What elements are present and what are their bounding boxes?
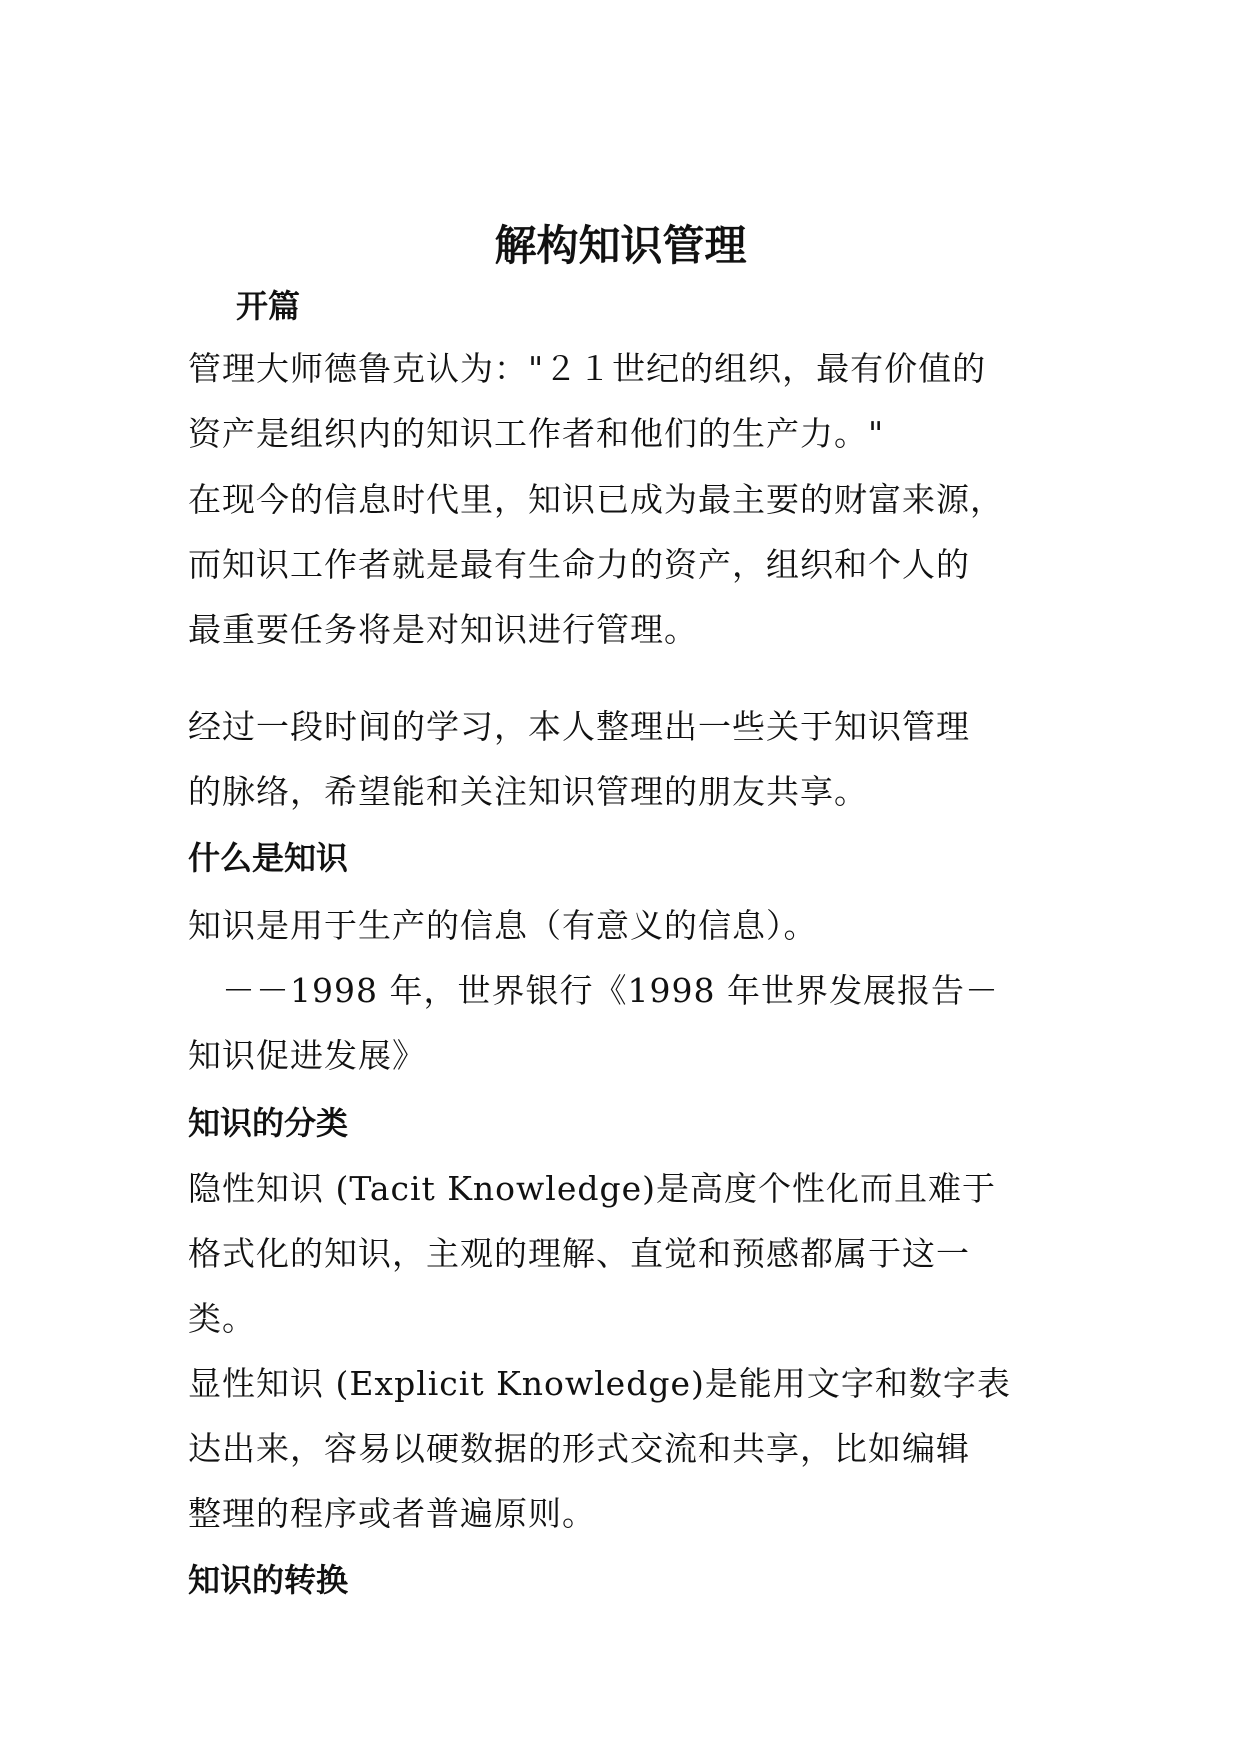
text-line: 显性知识 (Explicit Knowledge)是能用文字和数字表 (188, 1364, 1011, 1403)
paragraph-explicit-knowledge (188, 1351, 1068, 1546)
text-line: 而知识工作者就是最有生命力的资产，组织和个人的 (188, 545, 970, 584)
paragraph-drucker-quote (188, 336, 1068, 466)
text-line: 资产是组织内的知识工作者和他们的生产力。" (188, 414, 885, 453)
section-heading-knowledge-conversion: 知识的转换 (188, 1561, 349, 1599)
text-line: 格式化的知识，主观的理解、直觉和预感都属于这一 (188, 1234, 970, 1273)
text-line: 隐性知识 (Tacit Knowledge)是高度个性化而且难于 (188, 1169, 997, 1208)
text-line: 经过一段时间的学习，本人整理出一些关于知识管理 (188, 707, 970, 746)
text-line: 的脉络，希望能和关注知识管理的朋友共享。 (188, 772, 868, 811)
text-line: 达出来，容易以硬数据的形式交流和共享，比如编辑 (188, 1429, 970, 1468)
text-line: 整理的程序或者普遍原则。 (188, 1494, 596, 1533)
text-line: －－1998 年，世界银行《1998 年世界发展报告－ (188, 971, 999, 1010)
text-line: 知识是用于生产的信息（有意义的信息）。 (188, 906, 818, 945)
text-line: 知识促进发展》 (188, 1036, 426, 1075)
paragraph-author-note (188, 694, 1068, 824)
text-line: 最重要任务将是对知识进行管理。 (188, 610, 698, 649)
paragraph-information-age (188, 467, 1068, 662)
text-line: 类。 (188, 1299, 256, 1338)
section-heading-knowledge-types: 知识的分类 (188, 1104, 349, 1142)
text-line: 在现今的信息时代里，知识已成为最主要的财富来源， (188, 480, 1004, 519)
document-title: 解构知识管理 (494, 221, 747, 270)
section-heading-opening: 开篇 (236, 287, 301, 325)
paragraph-world-bank-citation (188, 958, 1068, 1088)
paragraph-tacit-knowledge (188, 1156, 1068, 1351)
text-line: 管理大师德鲁克认为："２１世纪的组织，最有价值的 (188, 349, 987, 388)
paragraph-knowledge-definition (188, 893, 1068, 958)
section-heading-what-is-knowledge: 什么是知识 (188, 839, 349, 877)
